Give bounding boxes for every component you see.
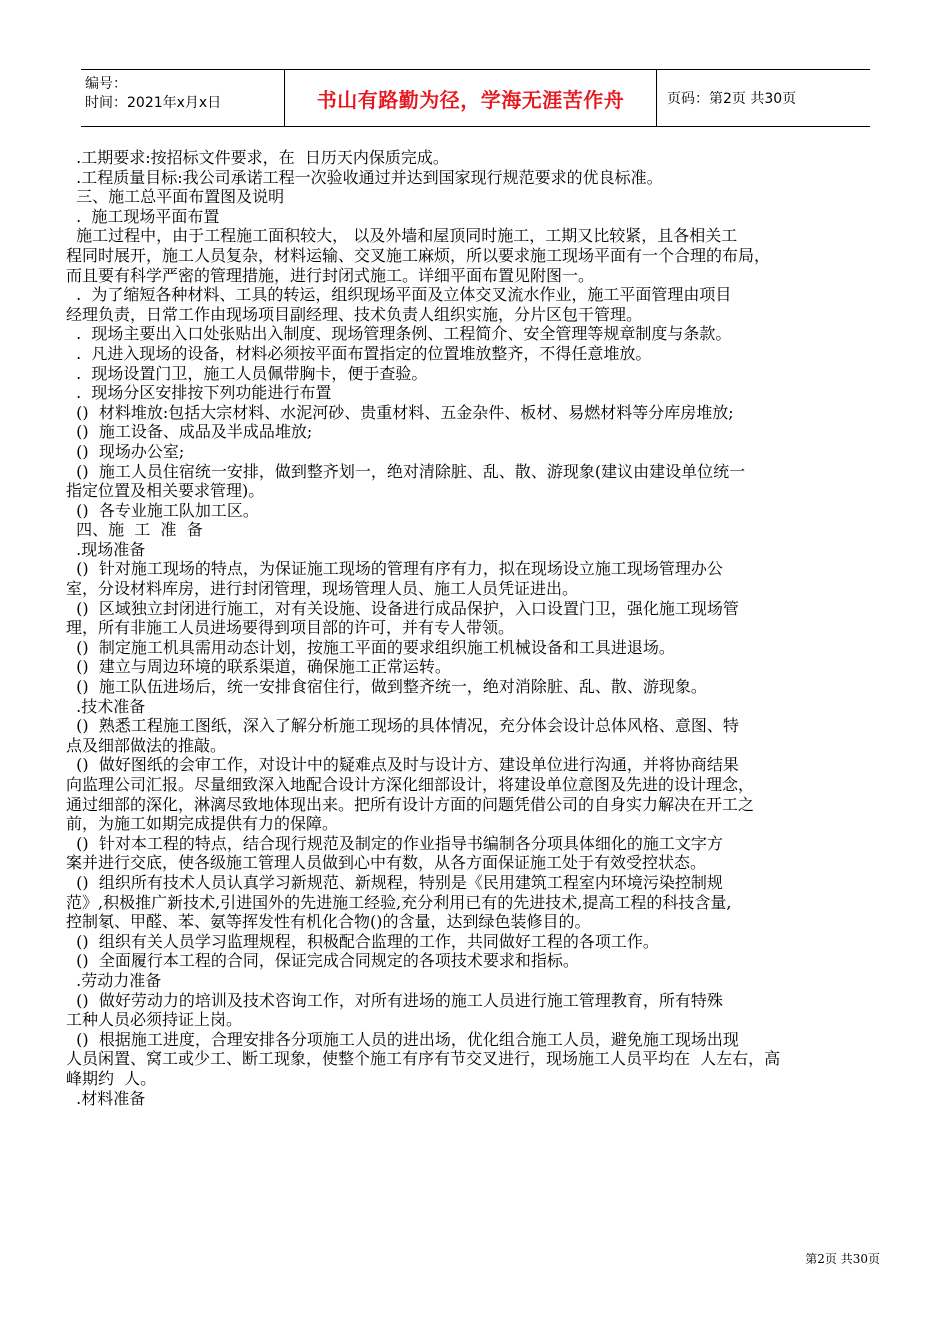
footer-page-number: 第2页 共30页 — [805, 1252, 880, 1266]
text-line: () 施工设备、成品及半成品堆放; — [66, 422, 313, 442]
text-line: 范》,积极推广新技术,引进国外的先进施工经验,充分利用已有的先进技术,提高工程的科技含量, — [66, 892, 732, 912]
header-right-cell — [657, 70, 870, 126]
text-line: 经理负责，日常工作由现场项目副经理、技术负责人组织实施，分片区包干管理。 — [66, 304, 643, 324]
text-line: () 材料堆放:包括大宗材料、水泥河砂、贵重材料、五金杂件、板材、易燃材料等分库房堆放; — [66, 402, 734, 422]
text-line: 人员闲置、窝工或少工、断工现象，使整个施工有序有节交叉进行，现场施工人员平均在 人左右，高 — [66, 1049, 781, 1069]
text-line: 案并进行交底，使各级施工管理人员做到心中有数，从各方面保证施工处于有效受控状态。 — [66, 853, 707, 873]
text-line: 前，为施工如期完成提供有力的保障。 — [66, 814, 339, 834]
text-line: () 现场办公室; — [66, 441, 185, 461]
text-line: 指定位置及相关要求管理)。 — [66, 481, 265, 501]
text-line: . 现场主要出入口处张贴出入制度、现场管理条例、工程简介、安全管理等规章制度与条款。 — [66, 324, 732, 344]
text-line: 三、施工总平面布置图及说明 — [66, 187, 285, 207]
text-line: .材料准备 — [66, 1088, 146, 1108]
text-line: .劳动力准备 — [66, 970, 162, 990]
text-line: 向监理公司汇报。尽量细致深入地配合设计方深化细部设计，将建设单位意图及先进的设计理念， — [66, 775, 755, 794]
text-line: 点及细部做法的推敲。 — [66, 735, 227, 755]
text-line: () 各专业施工队加工区。 — [66, 500, 259, 520]
text-line: 施工过程中，由于工程施工面积较大， 以及外墙和屋顶同时施工，工期又比较紧，且各相关工 — [66, 226, 738, 246]
text-line: 理，所有非施工人员进场要得到项目部的许可，并有专人带领。 — [66, 618, 515, 638]
text-line: . 现场设置门卫，施工人员佩带胸卡，便于查验。 — [66, 363, 428, 383]
text-line: () 制定施工机具需用动态计划，按施工平面的要求组织施工机械设备和工具进退场。 — [66, 637, 675, 657]
text-line: () 区域独立封闭进行施工，对有关设施、设备进行成品保护，入口设置门卫，强化施工现场管 — [66, 598, 739, 618]
text-line: .现场准备 — [66, 539, 146, 559]
page-footer — [805, 1250, 880, 1267]
motto-text: 书山有路勤为径，学海无涯苦作舟 — [316, 87, 625, 112]
text-line: () 针对本工程的特点，结合现行规范及制定的作业指导书编制各分项具体细化的施工文字方 — [66, 833, 723, 853]
text-line: () 做好图纸的会审工作，对设计中的疑难点及时与设计方、建设单位进行沟通，并将协商结果 — [66, 755, 739, 775]
text-line: () 组织有关人员学习监理规程，积极配合监理的工作，共同做好工程的各项工作。 — [66, 931, 659, 951]
text-line: 四、施 工 准 备 — [66, 520, 203, 540]
serial-label: 编号： — [85, 76, 127, 92]
text-line: () 施工人员住宿统一安排，做到整齐划一，绝对清除脏、乱、散、游现象(建议由建设单位统一 — [66, 461, 746, 481]
text-line: . 为了缩短各种材料、工具的转运，组织现场平面及立体交叉流水作业，施工平面管理由项目 — [66, 285, 732, 305]
text-line: .工期要求:按招标文件要求，在 日历天内保质完成。 — [66, 148, 449, 167]
text-line: 通过细部的深化，淋漓尽致地体现出来。把所有设计方面的问题凭借公司的自身实力解决在开工之 — [66, 794, 755, 814]
text-line: () 熟悉工程施工图纸，深入了解分析施工现场的具体情况，充分体会设计总体风格、意图、特 — [66, 716, 739, 736]
text-line: () 组织所有技术人员认真学习新规范、新规程，特别是《民用建筑工程室内环境污染控制规 — [66, 872, 723, 892]
header-left-cell — [81, 70, 284, 126]
text-line: 而且要有科学严密的管理措施，进行封闭式施工。详细平面布置见附图一。 — [66, 265, 595, 285]
page-label: 页码：第2页 共30页 — [667, 91, 797, 107]
text-line: .工程质量目标:我公司承诺工程一次验收通过并达到国家现行规范要求的优良标准。 — [66, 167, 663, 187]
text-line: () 做好劳动力的培训及技术咨询工作，对所有进场的施工人员进行施工管理教育，所有特殊 — [66, 990, 723, 1010]
text-line: () 针对施工现场的特点，为保证施工现场的管理有序有力，拟在现场设立施工现场管理办公 — [66, 559, 723, 579]
text-line: 工种人员必须持证上岗。 — [66, 1010, 243, 1030]
text-line: () 建立与周边环境的联系渠道，确保施工正常运转。 — [66, 657, 451, 677]
text-line: . 现场分区安排按下列功能进行布置 — [66, 383, 332, 403]
text-line: () 全面履行本工程的合同，保证完成合同规定的各项技术要求和指标。 — [66, 951, 579, 971]
text-line: 峰期约 人。 — [66, 1068, 157, 1088]
time-label: 时间：2021年x月x日 — [85, 95, 222, 111]
text-line: 程同时展开，施工人员复杂，材料运输、交叉施工麻烦，所以要求施工现场平面有一个合理的布局， — [66, 245, 771, 265]
motto-banner — [284, 70, 657, 126]
text-line: () 根据施工进度，合理安排各分项施工人员的进出场，优化组合施工人员，避免施工现场出现 — [66, 1029, 739, 1049]
header-table — [81, 69, 870, 127]
text-line: 室，分设材料库房，进行封闭管理，现场管理人员、施工人员凭证进出。 — [66, 579, 579, 599]
text-line: . 施工现场平面布置 — [66, 206, 220, 226]
text-line: () 施工队伍进场后，统一安排食宿住行，做到整齐统一，绝对消除脏、乱、散、游现象。 — [66, 677, 707, 697]
text-line: . 凡进入现场的设备，材料必须按平面布置指定的位置堆放整齐，不得任意堆放。 — [66, 343, 652, 363]
text-line: 控制氡、甲醛、苯、氨等挥发性有机化合物()的含量，达到绿色装修目的。 — [66, 912, 591, 932]
document-body — [66, 148, 884, 1108]
text-line: .技术准备 — [66, 696, 146, 716]
